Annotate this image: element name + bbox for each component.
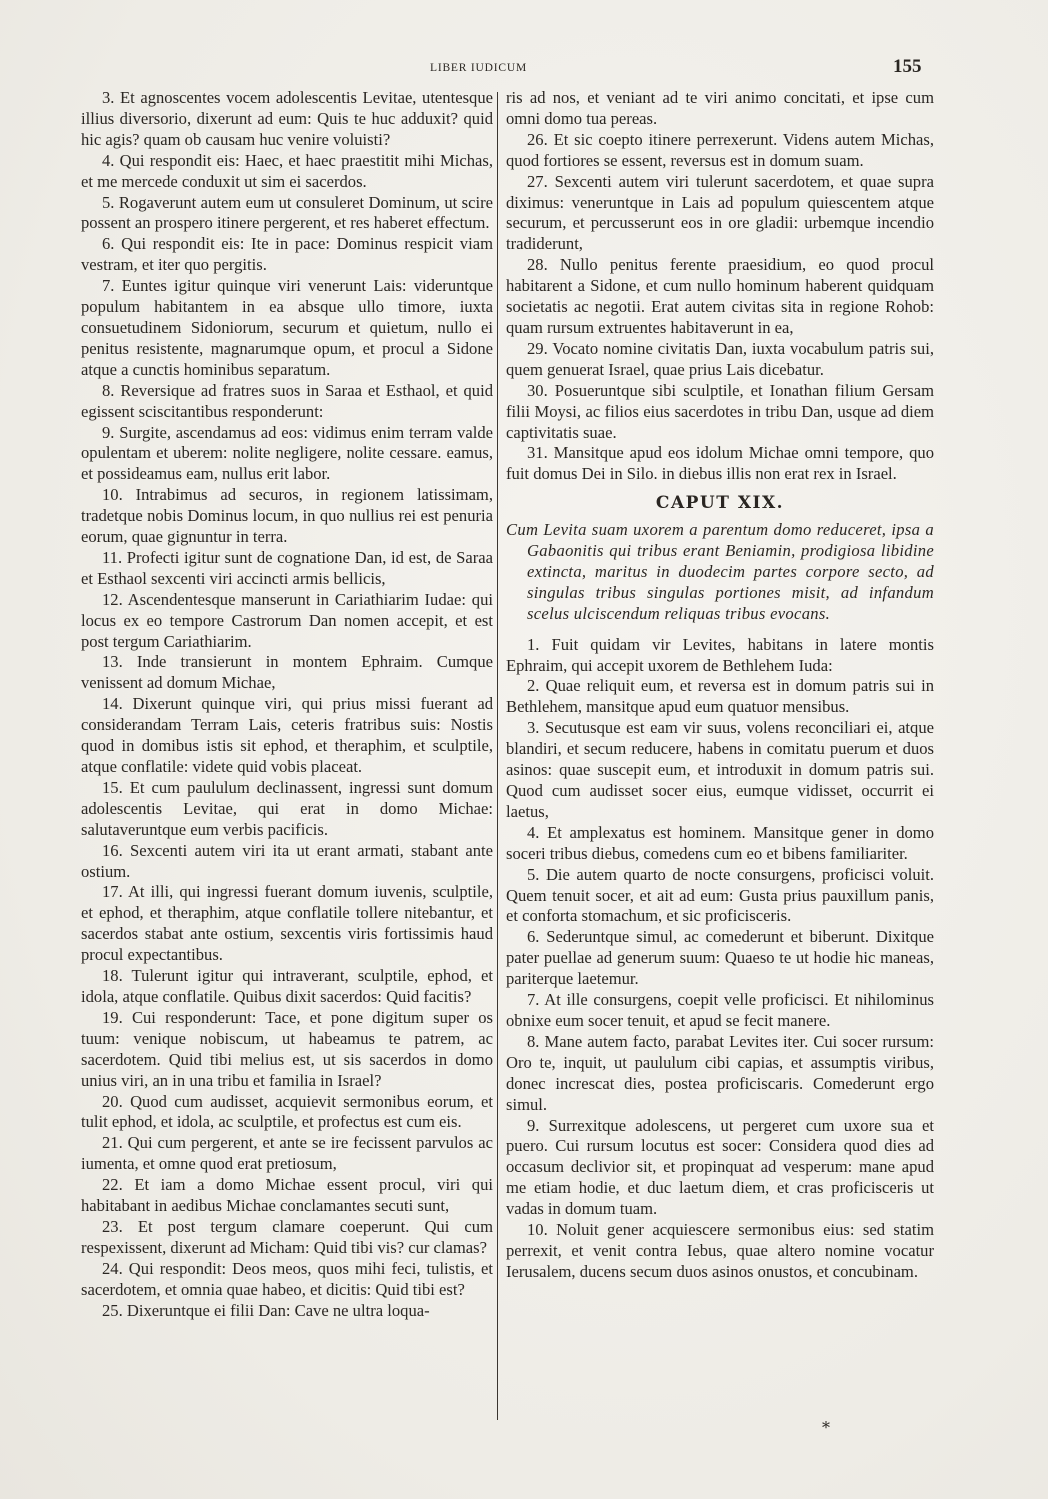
chapter-heading: CAPUT XIX. — [655, 493, 785, 514]
verse: 9. Surrexitque adolescens, ut pergeret cum uxore sua et puero. Cui rursum locutus est socer: Considera quod dies ad occasum declivior sit, et propinquat ad vesperum: mane apud me etiam hodie, et duc laetum diem, et cras proficisceris ut vadas in domum tuam. — [506, 1115, 934, 1219]
verse: 14. Dixerunt quinque viri, qui prius missi fuerant ad considerandam Terram Lais, ceteris fratribus suis: Nostis quod in domibus istis sit ephod, et theraphim, et sculptile, atque conflatile: videte quid vobis placeat. — [81, 694, 493, 776]
verse: 29. Vocato nomine civitatis Dan, iuxta vocabulum patris sui, quem genuerat Israel, quae prius Lais dicebatur. — [506, 338, 934, 379]
verse: 17. At illi, qui ingressi fuerant domum iuvenis, sculptile, et ephod, et theraphim, atque conflatile tollere nitebantur, et sacerdos stabat ante ostium, sexcentis viris fortissimis haud procul expectantibus. — [81, 882, 493, 965]
verse: 31. Mansitque apud eos idolum Michae omni tempore, quo fuit domus Dei in Silo. in diebus illis non erat rex in Israel. — [506, 443, 934, 484]
verse: 7. Euntes igitur quinque viri venerunt Lais: videruntque populum habitantem in ea absque ullo timore, iuxta consuetudinem Sidoniorum, securum et quietum, nullo ei penitus resistente, magnarumque opum, et procul a Sidone atque a cunctis hominibus separatum. — [81, 276, 493, 379]
verse: 3. Secutusque est eam vir suus, volens reconciliari ei, atque blandiri, et secum reducere, habens in comitatu puerum et duos asinos: quae suscepit eum, et introduxit in domum patris sui. Quod cum audisset socer eius, eumque vidisset, occurrit ei laetus, — [506, 718, 934, 821]
verse: 25. Dixeruntque ei filii Dan: Cave ne ultra loqua- — [102, 1300, 430, 1320]
verse: 26. Et sic coepto itinere perrexerunt. Videns autem Michas, quod fortiores se essent, reversus est in domum suam. — [506, 129, 934, 170]
verse: 13. Inde transierunt in montem Ephraim. Cumque venissent ad domum Michae, — [81, 652, 493, 693]
verse: 5. Rogaverunt autem eum ut consuleret Dominum, ut scire possent an prospero itinere pergerent, et res haberet effectum. — [81, 192, 493, 233]
verse: 4. Et amplexatus est hominem. Mansitque gener in domo soceri tribus diebus, comedens cum eo et bibens familiariter. — [506, 822, 934, 863]
verse: 24. Qui respondit: Deos meos, quos mihi feci, tulistis, et sacerdotem, et omnia quae habeo, et dicitis: Quid tibi est? — [81, 1258, 493, 1299]
verse: 11. Profecti igitur sunt de cognatione Dan, id est, de Saraa et Esthaol sexcenti viri accincti armis bellicis, — [81, 547, 493, 588]
verse: 6. Sederuntque simul, ac comederunt et biberunt. Dixitque pater puellae ad generum suum: Quaeso te ut hodie hic maneas, pariterque laetemur. — [506, 927, 934, 989]
verse: 16. Sexcenti autem viri ita ut erant armati, stabant ante ostium. — [81, 840, 493, 881]
asterisk-end-mark: * — [822, 1418, 830, 1437]
verse: 18. Tulerunt igitur qui intraverant, sculptile, ephod, et idola, atque conflatile. Quibus dixit sacerdos: Quid facitis? — [81, 966, 493, 1006]
page-number: 155 — [893, 56, 922, 77]
verse: 19. Cui responderunt: Tace, et pone digitum super os tuum: venique nobiscum, ut habeamus te patrem, ac sacerdotem. Quid tibi melius est, ut sis sacerdos in domo unius viri, an in una tribu et familia in Israel? — [81, 1007, 493, 1090]
verse: 22. Et iam a domo Michae essent procul, viri qui habitabant in aedibus Michae conclamantes secuti sunt, — [81, 1175, 493, 1216]
verse: 3. Et agnoscentes vocem adolescentis Levitae, utentesque illius diversorio, dixerunt ad eum: Quis te huc adduxit? quid hic agis? quam ob causam huc venire voluisti? — [81, 88, 493, 149]
verse: 9. Surgite, ascendamus ad eos: vidimus enim terram valde opulentam et uberem: nolite negligere, nolite cessare. eamus, et possideamus eam, nullus erit labor. — [81, 422, 493, 484]
verse: 10. Noluit gener acquiescere sermonibus eius: sed statim perrexit, et venit contra Iebus, quae altero nomine vocatur Ierusalem, ducens secum duos asinos onustos, et concubinam. — [506, 1220, 934, 1281]
verse: 1. Fuit quidam vir Levites, habitans in latere montis Ephraim, qui accepit uxorem de Bethlehem Iuda: — [506, 634, 934, 675]
verse: 8. Mane autem facto, parabat Levites iter. Cui socer rursum: Oro te, inquit, ut paululum cibi capias, et assumptis viribus, donec increscat dies, postea proficiscaris. Comederunt ergo simul. — [506, 1031, 934, 1114]
verse: 4. Qui respondit eis: Haec, et haec praestitit mihi Michas, et me mercede conduxit ut sim ei sacerdos. — [81, 150, 493, 191]
verse: 21. Qui cum pergerent, et ante se ire fecissent parvulos ac iumenta, et omne quod erat pretiosum, — [81, 1133, 493, 1174]
verse: 5. Die autem quarto de nocte consurgens, proficisci voluit. Quem tenuit socer, et ait ad eum: Gusta prius pauxillum panis, et conforta stomachum, et sic proficisceris. — [506, 864, 934, 926]
verse: 7. At ille consurgens, coepit velle proficisci. Et nihilominus obnixe eum socer tenuit, et apud se fecit manere. — [506, 990, 934, 1030]
verse-continuation: ris ad nos, et veniant ad te viri animo concitati, et ipse cum omni domo tua pereas. — [506, 88, 934, 128]
running-title: LIBER IUDICUM — [430, 62, 527, 74]
verse: 28. Nullo penitus ferente praesidium, eo quod procul habitarent a Sidone, et cum nullo hominum haberent quidquam societatis ac negotii. Erat autem civitas sita in regione Rohob: quam rursum extruentes habitaverunt in ea, — [506, 255, 934, 337]
verse: 8. Reversique ad fratres suos in Saraa et Esthaol, et quid egissent sciscitantibus responderunt: — [81, 380, 493, 421]
verse: 12. Ascendentesque manserunt in Cariathiarim Iudae: qui locus ex eo tempore Castrorum Dan nomen accepit, et est post tergum Cariathiarim. — [81, 589, 493, 651]
right-column — [506, 88, 934, 1283]
verse: 30. Posueruntque sibi sculptile, et Ionathan filium Gersam filii Moysi, ac filios eius sacerdotes in tribu Dan, usque ad diem captivitatis suae. — [506, 380, 934, 442]
chapter-summary: Cum Levita suam uxorem a parentum domo reduceret, ipsa a Gabaonitis qui tribus erant Beniamin, prodigiosa libidine extincta, maritus in duodecim partes corpore secto, ad singulas tribus singulas portiones misit, ad infandum scelus ulciscendum reliquas tribus evocans. — [506, 520, 934, 623]
verse: 10. Intrabimus ad securos, in regionem latissimam, tradetque nobis Dominus locum, in quo nullius rei est penuria eorum, quae gignuntur in terra. — [81, 485, 493, 547]
left-column — [81, 88, 493, 1321]
column-divider — [497, 92, 498, 1420]
verse: 23. Et post tergum clamare coeperunt. Qui cum respexissent, dixerunt ad Micham: Quid tibi vis? cur clamas? — [81, 1216, 493, 1257]
verse: 2. Quae reliquit eum, et reversa est in domum patris sui in Bethlehem, mansitque apud eum quatuor mensibus. — [506, 676, 934, 717]
verse: 27. Sexcenti autem viri tulerunt sacerdotem, et quae supra diximus: veneruntque in Lais ad populum quiescentem atque securum, et percusserunt eos in ore gladii: urbemque incendio tradiderunt, — [506, 171, 934, 254]
verse: 20. Quod cum audisset, acquievit sermonibus eorum, et tulit ephod, et idola, ac sculptile, et profectus est cum eis. — [81, 1091, 493, 1132]
verse: 15. Et cum paululum declinassent, ingressi sunt domum adolescentis Levitae, qui erat in domo Michae: salutaveruntque eum verbis pacificis. — [81, 777, 493, 839]
verse: 6. Qui respondit eis: Ite in pace: Dominus respicit viam vestram, et iter quo pergitis. — [81, 234, 493, 275]
